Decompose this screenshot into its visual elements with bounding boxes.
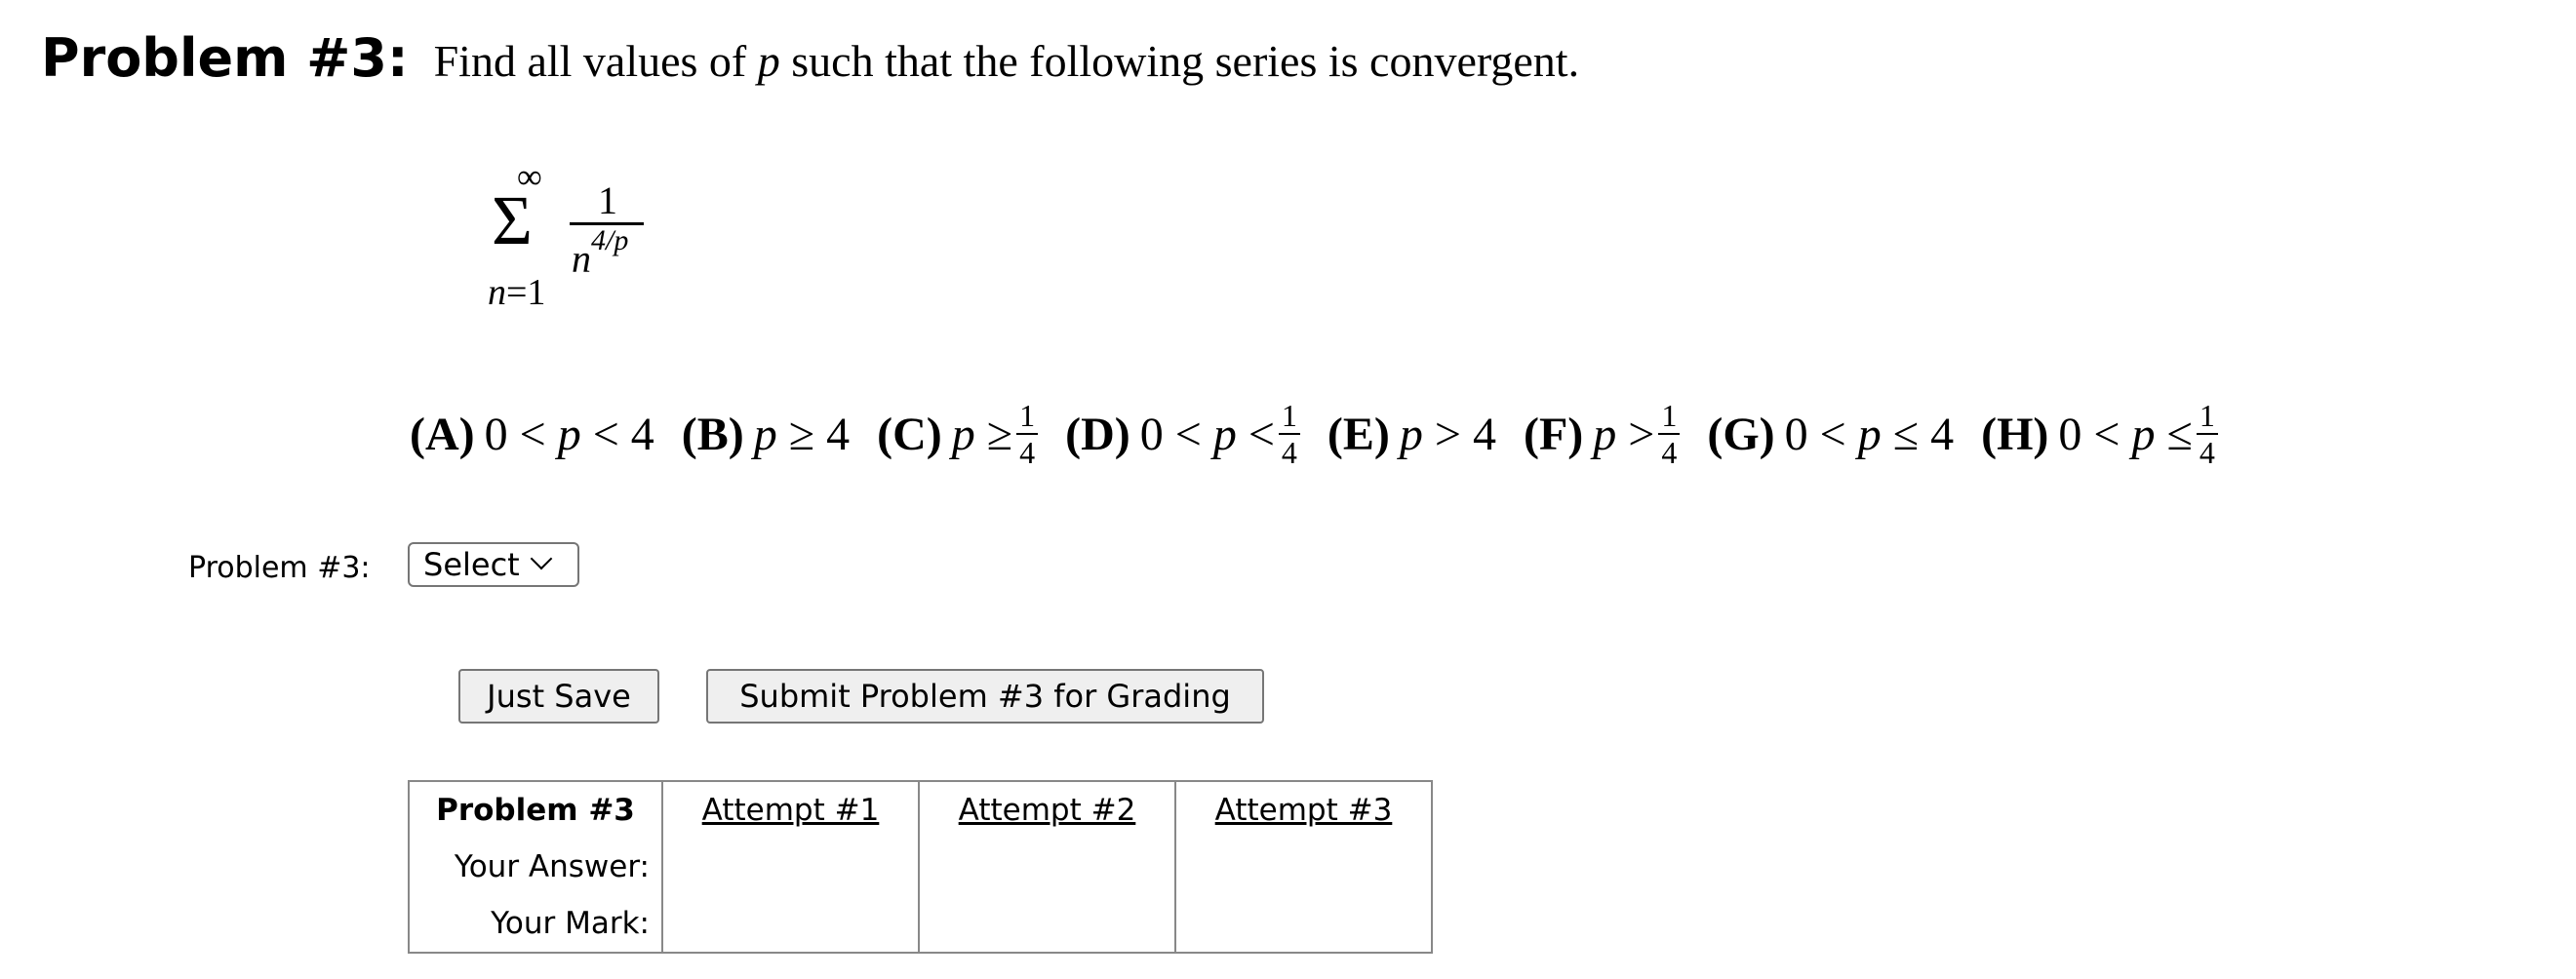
choice-letter: (A) [410, 408, 475, 460]
statement-pre: Find all values of [433, 36, 758, 86]
choice-letter: (E) [1327, 408, 1390, 460]
expr-pre: 0 < [1784, 408, 1858, 460]
choice-letter: (B) [681, 408, 744, 460]
attempts-table [408, 780, 1433, 954]
attempt-column-3 [1175, 781, 1432, 953]
choice-expression [2058, 408, 2192, 461]
fraction-numerator: 1 [1281, 398, 1297, 433]
fraction-numerator: 1 [598, 178, 617, 222]
choice-c [877, 400, 1038, 468]
attempt-3-link[interactable]: Attempt #3 [1214, 793, 1393, 828]
lower-limit [488, 271, 545, 314]
attempt-2-link[interactable]: Attempt #2 [958, 793, 1136, 828]
fraction-denominator: 4 [1019, 435, 1036, 470]
sigma-symbol: Σ [492, 181, 533, 259]
expr-post: > [1616, 408, 1655, 460]
choice-expression [485, 408, 654, 461]
expr-post: ≤ 4 [1881, 408, 1955, 460]
answer-label: Problem #3: [188, 551, 371, 585]
lower-variable: n [488, 272, 506, 313]
choice-letter: (H) [1981, 408, 2049, 460]
expr-post: ≤ [2155, 408, 2193, 460]
expr-variable: p [1212, 408, 1237, 460]
expr-post: ≥ 4 [776, 408, 851, 460]
expr-variable: p [753, 408, 777, 460]
denominator-base: n [572, 236, 591, 281]
fraction-numerator: 1 [1661, 398, 1678, 433]
upper-limit: ∞ [517, 157, 542, 196]
answer-select[interactable] [408, 542, 579, 587]
answer-choices [410, 400, 2245, 468]
choice-g [1707, 408, 1954, 461]
expr-pre: 0 < [484, 408, 558, 460]
choice-expression [754, 408, 850, 461]
choice-e [1328, 408, 1496, 461]
expr-variable: p [1857, 408, 1882, 460]
your-mark-label: Your Mark: [491, 906, 650, 941]
lower-value: =1 [506, 272, 546, 313]
expr-post: < [1236, 408, 1275, 460]
choice-letter: (D) [1065, 408, 1130, 460]
choice-fraction [1279, 400, 1300, 468]
choice-d [1065, 400, 1300, 468]
choice-h [1981, 400, 2218, 468]
fraction-numerator: 1 [1019, 398, 1036, 433]
choice-fraction [1016, 400, 1038, 468]
expr-variable: p [951, 408, 975, 460]
expr-variable: p [2131, 408, 2156, 460]
just-save-button[interactable]: Just Save [458, 669, 659, 724]
choice-letter: (G) [1707, 408, 1775, 460]
expr-pre: 0 < [1139, 408, 1213, 460]
problem-statement [434, 35, 1580, 87]
choice-f [1524, 400, 1680, 468]
statement-post: such that the following series is convergent. [779, 36, 1580, 86]
expr-post: < 4 [580, 408, 654, 460]
fraction-denominator: 4 [2199, 435, 2215, 470]
choice-letter: (F) [1523, 408, 1584, 460]
choice-fraction [1658, 400, 1680, 468]
problem-title: Problem #3: [41, 27, 409, 89]
expr-variable: p [1593, 408, 1617, 460]
denominator-exponent: 4/p [591, 224, 629, 256]
table-row-labels [409, 781, 662, 953]
expr-variable: p [557, 408, 581, 460]
attempt-1-link[interactable]: Attempt #1 [701, 793, 880, 828]
choice-fraction [2197, 400, 2218, 468]
attempt-column-1 [662, 781, 919, 953]
choice-a [410, 408, 654, 461]
statement-variable: p [757, 36, 780, 86]
attempt-column-2 [919, 781, 1175, 953]
fraction-denominator [572, 224, 629, 281]
submit-for-grading-button[interactable]: Submit Problem #3 for Grading [706, 669, 1264, 724]
expr-post: > 4 [1422, 408, 1496, 460]
problem-heading [41, 27, 1579, 89]
table-header: Problem #3 [436, 793, 635, 828]
fraction-denominator: 4 [1661, 435, 1678, 470]
expr-post: ≥ [974, 408, 1013, 460]
series-expression [488, 156, 683, 322]
your-answer-label: Your Answer: [454, 849, 650, 884]
choice-b [682, 408, 850, 461]
fraction-denominator: 4 [1281, 435, 1297, 470]
choice-expression [952, 408, 1012, 461]
choice-letter: (C) [877, 408, 942, 460]
choice-expression [1785, 408, 1954, 461]
choice-expression [1400, 408, 1496, 461]
chevron-down-icon [530, 548, 552, 570]
expr-variable: p [1399, 408, 1423, 460]
choice-expression [1593, 408, 1654, 461]
select-value: Select [423, 546, 520, 583]
choice-expression [1140, 408, 1275, 461]
fraction-numerator: 1 [2199, 398, 2215, 433]
expr-pre: 0 < [2058, 408, 2132, 460]
